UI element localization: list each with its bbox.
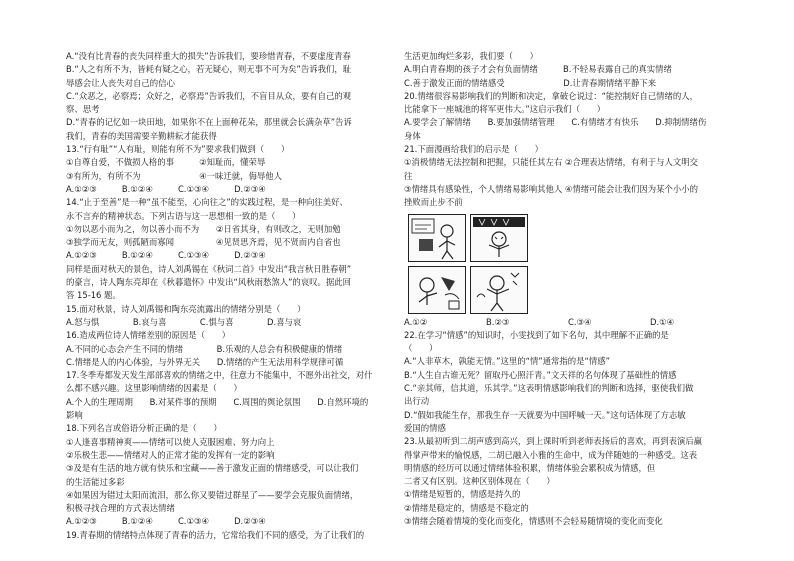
text-line: ①消极情绪无法控制和把握，只能任其左右 ②合理表达情绪，有利于与人文明交	[404, 157, 699, 168]
text-line: ①人逢喜事精神爽——情绪可以使人克服困难、努力向上	[66, 436, 275, 447]
text-line: 爱国的情感	[404, 422, 446, 433]
text-line: 永不言弃的精神状态。下列古语与这一思想相一致的是（ ）	[66, 210, 301, 221]
text-line: ③及是有生活的地方就有快乐和宝藏——善于激发正面的情绪感受，可以让我们	[66, 463, 359, 474]
text-line: D.“青春的记忆如一块田地，如果你不在上面种花朵，那里就会长满杂草”告诉	[66, 117, 352, 128]
text-line: 么都不感兴趣。这里影响情绪的因素是（ ）	[66, 383, 242, 394]
text-line: A.①②③ B.①②④ C.①③④ D.②③④	[66, 183, 266, 194]
comic-panel-2	[470, 214, 528, 262]
text-line: ③有所为，有所不为 ④一味迁就，侮辱他人	[66, 170, 283, 181]
text-line: D.“假如我能生存，那我生存一天就要为中国呼喊一天。”这句话体现了方志敏	[404, 409, 686, 420]
comic-panel-4	[470, 266, 528, 314]
text-line: 往	[404, 170, 413, 181]
text-line: 22.在学习“情感”的知识时，小雯找到了如下名句，其中理解不正确的是	[404, 329, 669, 340]
text-line: 19.青春期的情绪特点体现了青春的活力，它常给我们不同的感受，为了让我们的	[66, 529, 365, 540]
text-line: ①自尊自爱，不做损人格的事 ②知耻而，懂荣辱	[66, 157, 266, 168]
text-line: ①情绪是短暂的，情感是持久的	[404, 489, 521, 500]
q21-options	[404, 316, 732, 329]
text-line: C.善于激发正面的情绪感受 D.让青春期情绪平静下来	[404, 77, 657, 88]
text-line: ③情绪具有感染性，个人情绪易影响其他人 ④情绪可能会让我们因为某个小小的	[404, 183, 699, 194]
text-line: A.“没有比青春的丧失同样重大的损失”告诉我们，要珍惜青春，不要虚度青春	[66, 51, 351, 61]
text-line: 身体	[404, 130, 421, 141]
text-line: 13.“行有耻”“人有耻，则能有所不为”要求我们做到（ ）	[66, 144, 290, 155]
text-line: 明情感的经历可以通过情绪体验积累，情绪体验会累积成为情感，但	[404, 462, 656, 473]
text-line: ②乐极生悲——情绪对人的正常才能的发挥有一定的影响	[66, 449, 275, 460]
text-line: 答 15-16 题。	[66, 290, 121, 301]
text-line: 出行动	[404, 396, 430, 407]
text-line: B.“人之有所不为，皆耗有疑之心，若无疑心，则无事不可为矣”告诉我们，耻	[66, 64, 352, 75]
text-line: B.“人生自古谁无死？留取丹心照汗青。”文天祥的名句体现了基础性的情感	[404, 369, 677, 380]
text-line: 二者又有区别。这种区别体现在（ ）	[404, 476, 555, 487]
text-line: C.“亲其师，信其道，乐其学。”这表明情感影响我们的判断和选择，驱使我们做	[404, 383, 694, 394]
text-line: 的豪言，诗人陶东亮却在《秋暮遣怀》中发出“风秋雨愁煞人”的哀叹。据此回	[66, 277, 352, 288]
text-line: 比能拿下一座城池的将军更伟大。”这启示我们（ ）	[404, 104, 606, 115]
text-line: ②情绪是稳定的，情感是不稳定的	[404, 502, 529, 513]
text-line: 16.造成两位诗人情绪差别的原因是（ ）	[66, 330, 231, 341]
text-line: 20.情绪很容易影响我们的判断和决定，拿破仑说过：“能控制好自己情绪的人，	[404, 90, 699, 101]
right-column	[404, 50, 732, 528]
text-line: 辱感会让人丧失对自己的信心	[66, 77, 175, 88]
text-line: 积极寻找合理的方式表达情绪	[66, 503, 175, 514]
text-line: 我们，青春的美国需要辛勤耕耘才能获得	[66, 130, 217, 141]
text-line: （ ）	[404, 343, 438, 354]
text-line: 18.下列名言或俗语分析正确的是（ ）	[66, 423, 222, 434]
text-line: ③独学而无友，则孤陋而寡闻 ④见贤思齐焉，见不贤而内自省也	[66, 237, 341, 248]
text-line: 生活更加绚烂多彩，我们要（ ）	[404, 51, 538, 61]
text-line: 15.面对秋景，诗人刘禹锡和陶东亮流露出的情绪分别是（ ）	[66, 303, 306, 314]
text-line: A.①②③ B.①②④ C.①③④ D.②③④	[66, 250, 266, 261]
text-line: C.情绪是人的内心体验，与外界无关 D.情绪的产生无法用科学规律可循	[66, 356, 344, 367]
q21-option-c: C.③④	[568, 316, 592, 327]
text-line: 得掌声带来的愉悦感，二胡已融入小雅的生命中，成为伴随她的一种感受。这表	[404, 449, 698, 460]
text-line: ④如果因为错过太阳而流泪，那么你又要错过群星了——要学会克服负面情绪，	[66, 489, 359, 500]
q21-option-d: D.①④	[650, 316, 675, 327]
text-line: 的生活能过多彩	[66, 476, 125, 487]
text-line: 影响	[66, 410, 83, 421]
text-line: A.个人的生理周期 B.对某件事的预期 C.周围的舆论氛围 D.自然环境的	[66, 396, 369, 407]
text-line: A.不同的心态会产生不同的情绪 B.乐观的人总会有积极健康的情绪	[66, 343, 343, 354]
comic-panel-3	[408, 266, 466, 314]
q21-option-a: A.①②	[404, 316, 428, 327]
right-top-text	[404, 50, 732, 210]
left-column	[66, 50, 396, 542]
text-line: 23.从最初听到二胡声感到高兴，到上课时听到老师表扬后的喜欢，再到表演后赢	[404, 436, 703, 447]
text-line: 同样是面对秋天的景色，诗人刘禹锡在《秋词二首》中发出“我言秋日胜春朝”	[66, 263, 352, 274]
text-line: ①勿以恶小而为之，勿以善小而不为 ②日省其身，有则改之，无则加勉	[66, 223, 341, 234]
text-line: 14.“止于至善”是一种“虽不能至，心向往之”的实践过程，是一种向往美好、	[66, 197, 348, 208]
q21-option-b: B.②③	[486, 316, 510, 327]
comic-panel-1	[408, 214, 466, 262]
right-bottom-text	[404, 329, 732, 528]
text-line: A.怒与惧 B.哀与喜 C.惧与喜 D.喜与哀	[66, 316, 302, 327]
text-line: 察、思考	[66, 104, 100, 115]
text-line: A.明白青春期的孩子才会有负面情绪 B.不轻易表露自己的真实情绪	[404, 64, 672, 75]
text-line: 21.下面漫画给我们的启示是（ ）	[404, 144, 543, 155]
text-line: 17.冬季寿都发天发生部部喜欢的情绪之中，往意力不能集中，不愿外出社交，对什	[66, 370, 373, 381]
text-line: C.“众恶之，必察焉；众好之，必察焉”告诉我们，不盲目从众，要有自己的观	[66, 90, 352, 101]
comic-illustration	[408, 214, 528, 314]
text-line: A.要学会了解情绪 B.要加强情绪管理 C.有情绪才有快乐 D.抑制情绪伤	[404, 117, 707, 128]
text-line: ③情绪会随着情境的变化而变化，情感则不会轻易随情境的变化而变化	[404, 516, 663, 527]
text-line: A.①②③ B.①②④ C.①③④ D.②③④	[66, 516, 266, 527]
text-line: A.“人非草木，孰能无情。”这里的“情”通常指的是“情感”	[404, 356, 610, 367]
text-line: 挫败而止步不前	[404, 197, 463, 208]
